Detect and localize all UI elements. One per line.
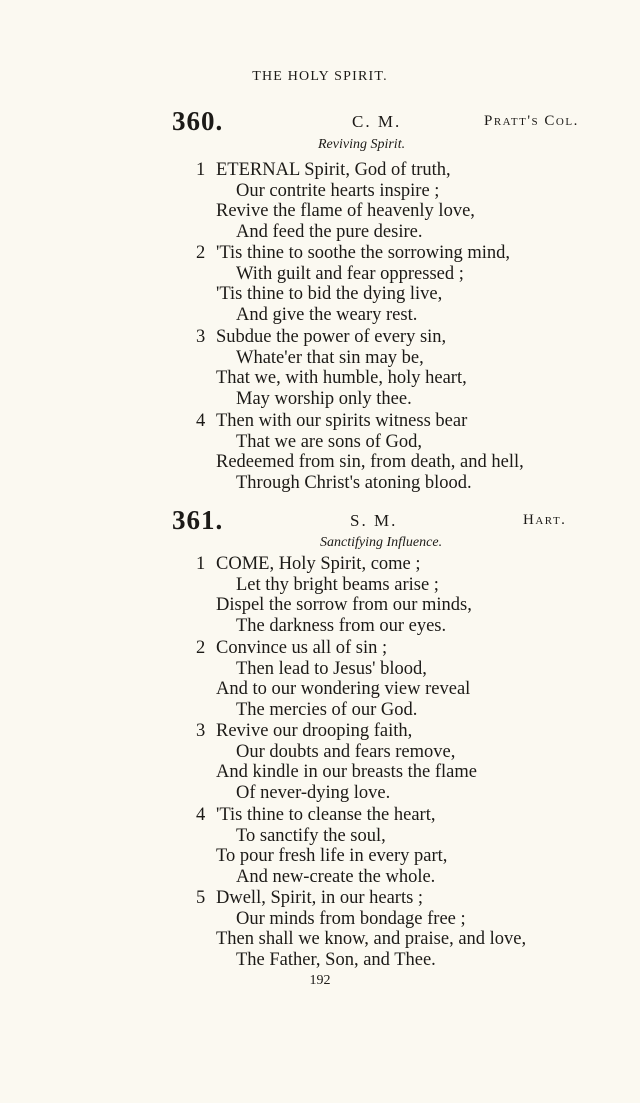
hymn-author: Hart.	[523, 512, 567, 528]
verse-line: Then lead to Jesus' blood,	[236, 658, 427, 679]
verse-line: Dispel the sorrow from our minds,	[216, 595, 472, 615]
verse-number: 4	[196, 411, 206, 431]
hymn-header	[0, 505, 640, 533]
verse-line: Through Christ's atoning blood.	[236, 472, 472, 493]
verse-line: The Father, Son, and Thee.	[236, 949, 436, 970]
verse-number: 2	[196, 243, 206, 263]
verse-line: And feed the pure desire.	[236, 221, 423, 242]
verse	[196, 411, 524, 493]
verse-line: 3 Subdue the power of every sin,	[196, 327, 447, 347]
verse	[196, 160, 475, 242]
verse-line: To sanctify the soul,	[236, 825, 386, 846]
verse	[196, 888, 526, 970]
verse-line: That we are sons of God,	[236, 431, 422, 452]
verse-line: 'Tis thine to bid the dying live,	[216, 284, 443, 304]
verse-number: 5	[196, 888, 206, 908]
verse-line: Then shall we know, and praise, and love,	[216, 929, 527, 949]
verse-line: And new-create the whole.	[236, 866, 436, 887]
hymn-subtitle: Sanctifying Influence.	[320, 535, 443, 550]
verse-line: Our minds from bondage free ;	[236, 908, 466, 929]
verse-number: 2	[196, 638, 206, 658]
verse-line: Our contrite hearts inspire ;	[236, 180, 440, 201]
verse-line: 4 Then with our spirits witness bear	[196, 411, 468, 431]
verse-line: The mercies of our God.	[236, 699, 418, 720]
verse-line: May worship only thee.	[236, 388, 412, 409]
verse-line: Of never-dying love.	[236, 782, 391, 803]
hymn-subtitle: Reviving Spirit.	[318, 137, 406, 152]
verse-line: 4 'Tis thine to cleanse the heart,	[196, 805, 436, 825]
verse-line: 1 ETERNAL Spirit, God of truth,	[196, 160, 451, 180]
hymn-number: 361.	[172, 505, 224, 535]
hymn-meter: S. M.	[350, 511, 398, 530]
verse-line: 2 Convince us all of sin ;	[196, 638, 388, 658]
hymn-header	[0, 106, 640, 134]
verse-line: The darkness from our eyes.	[236, 615, 447, 636]
verse-line: That we, with humble, holy heart,	[216, 368, 467, 388]
verse-line: With guilt and fear oppressed ;	[236, 263, 464, 284]
verse-line: 2 'Tis thine to soothe the sorrowing mind,	[196, 243, 511, 263]
verse-line: And kindle in our breasts the flame	[216, 762, 477, 782]
hymn-author: Pratt's Col.	[484, 113, 579, 129]
verse-number: 3	[196, 327, 206, 347]
verse	[196, 554, 472, 636]
verse-number: 4	[196, 805, 206, 825]
verse-line: 1 COME, Holy Spirit, come ;	[196, 554, 421, 574]
verse	[196, 805, 447, 887]
running-head: THE HOLY SPIRIT.	[252, 69, 388, 84]
verse-line: 5 Dwell, Spirit, in our hearts ;	[196, 888, 424, 908]
verse-line: And to our wondering view reveal	[216, 679, 471, 699]
verse-line: 3 Revive our drooping faith,	[196, 721, 413, 741]
verse	[196, 721, 477, 803]
verse-line: Our doubts and fears remove,	[236, 741, 456, 762]
verse-number: 3	[196, 721, 206, 741]
hymn-number: 360.	[172, 106, 224, 136]
verse-line: And give the weary rest.	[236, 304, 418, 325]
verse-number: 1	[196, 554, 206, 574]
hymn-meter: C. M.	[352, 112, 402, 131]
verse-line: Whate'er that sin may be,	[236, 347, 424, 368]
verse-line: To pour fresh life in every part,	[216, 846, 448, 866]
verse-line: Revive the flame of heavenly love,	[216, 201, 475, 221]
page-number: 192	[309, 973, 331, 988]
verse	[196, 327, 467, 409]
verse	[196, 243, 510, 325]
verse	[196, 638, 470, 720]
verse-line: Let thy bright beams arise ;	[236, 574, 439, 595]
verse-line: Redeemed from sin, from death, and hell,	[216, 452, 524, 472]
verse-number: 1	[196, 160, 206, 180]
